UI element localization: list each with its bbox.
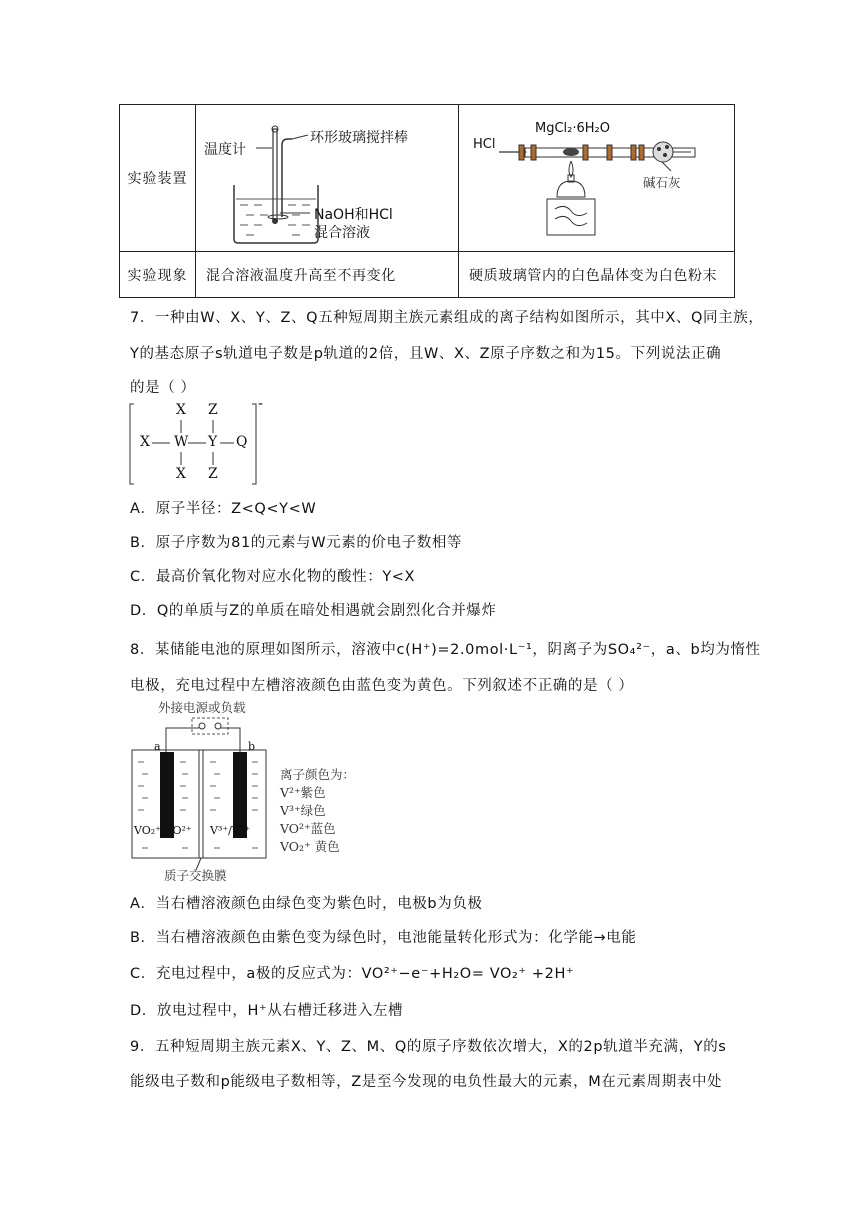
atom-bottom-z: Z xyxy=(208,466,218,482)
hcl-label: HCl xyxy=(473,137,496,152)
solution-label-2: 混合溶液 xyxy=(314,225,370,241)
soda-lime-label: 碱石灰 xyxy=(643,175,681,190)
ion-color-legend xyxy=(280,766,355,856)
ion-charge: - xyxy=(258,396,264,412)
q8-line-1a: 8．某储能电池的原理如图所示，溶液中 xyxy=(130,642,397,658)
q8-line-1b: c(H⁺)=2.0mol·L⁻¹，阴离子为SO₄²⁻，a、b均为惰性 xyxy=(396,642,761,658)
phenomenon-right: 硬质玻璃管内的白色晶体变为白色粉末 xyxy=(459,252,735,298)
q8-option-c: C．充电过程中，a极的反应式为：VO²⁺−e⁻+H₂O= VO₂⁺ +2H⁺ xyxy=(130,966,575,982)
atom-top-z: Z xyxy=(208,402,218,418)
q8-option-b: B．当右槽溶液颜色由紫色变为绿色时，电池能量转化形式为：化学能→电能 xyxy=(130,930,637,946)
atom-y: Y xyxy=(208,434,218,450)
q9-line-2: 能级电子数和p能级电子数相等，Z是至今发现的电负性最大的元素，M在元素周期表中处 xyxy=(130,1074,723,1090)
legend-vo2plus: VO²⁺蓝色 xyxy=(280,821,336,836)
left-device-cell xyxy=(196,105,459,252)
q7-option-d: D．Q的单质与Z的单质在暗处相遇就会剧烈化合并爆炸 xyxy=(130,603,497,619)
q7-option-a: A．原子半径：Z<Q<Y<W xyxy=(130,501,317,517)
battery-diagram xyxy=(130,700,370,886)
right-ions-label: V³⁺/V²⁺ xyxy=(210,824,251,837)
membrane-label: 质子交换膜 xyxy=(164,868,227,883)
mgcl2-label: MgCl₂·6H₂O xyxy=(535,121,610,136)
q8-option-d: D．放电过程中，H⁺从右槽迁移进入左槽 xyxy=(130,1003,404,1019)
q9-line-1: 9．五种短周期主族元素X、Y、Z、M、Q的原子序数依次增大，X的2p轨道半充满，Y的s xyxy=(130,1039,727,1055)
atom-top-x: X xyxy=(176,402,186,418)
atom-q: Q xyxy=(236,434,248,450)
atom-bottom-x: X xyxy=(176,466,186,482)
experiment-table xyxy=(119,104,735,298)
ion-structure xyxy=(126,396,276,488)
electrode-b-label: b xyxy=(248,740,256,753)
electrode-a-label: a xyxy=(154,740,161,753)
row-label-phenomenon: 实验现象 xyxy=(120,252,196,298)
q7-option-b: B．原子序数为81的元素与W元素的价电子数相等 xyxy=(130,535,463,551)
legend-title: 离子颜色为： xyxy=(280,767,356,782)
right-device-cell xyxy=(459,105,735,252)
legend-vo2: VO₂⁺ 黄色 xyxy=(280,839,340,854)
phenomenon-left: 混合溶液温度升高至不再变化 xyxy=(196,252,459,298)
q8-option-a: A．当右槽溶液颜色由绿色变为紫色时，电极b为负极 xyxy=(130,896,483,912)
stirrer-label: 环形玻璃搅拌棒 xyxy=(310,130,408,146)
solution-label-1: NaOH和HCl xyxy=(314,207,393,223)
q7-option-c: C．最高价氧化物对应水化物的酸性：Y<X xyxy=(130,569,416,585)
left-ions-label: VO₂⁺/VO²⁺ xyxy=(134,824,192,837)
q7-line-1: 7．一种由W、X、Y、Z、Q五种短周期主族元素组成的离子结构如图所示，其中X、Q同主族， xyxy=(130,310,764,326)
legend-v2: V²⁺紫色 xyxy=(280,785,326,800)
power-label: 外接电源或负载 xyxy=(158,700,246,715)
q8-line-2: 电极，充电过程中左槽溶液颜色由蓝色变为黄色。下列叙述不正确的是（ ） xyxy=(130,678,634,694)
atom-w: W xyxy=(174,434,189,450)
legend-v3: V³⁺绿色 xyxy=(280,803,326,818)
thermometer-label: 温度计 xyxy=(204,142,246,158)
row-label-device: 实验装置 xyxy=(120,105,196,252)
q8-line-1 xyxy=(130,638,761,659)
q7-line-3: 的是（ ） xyxy=(130,380,196,396)
q7-line-2: Y的基态原子s轨道电子数是p轨道的2倍，且W、X、Z原子序数之和为15。下列说法正确 xyxy=(130,346,722,362)
atom-left-x: X xyxy=(140,434,150,450)
